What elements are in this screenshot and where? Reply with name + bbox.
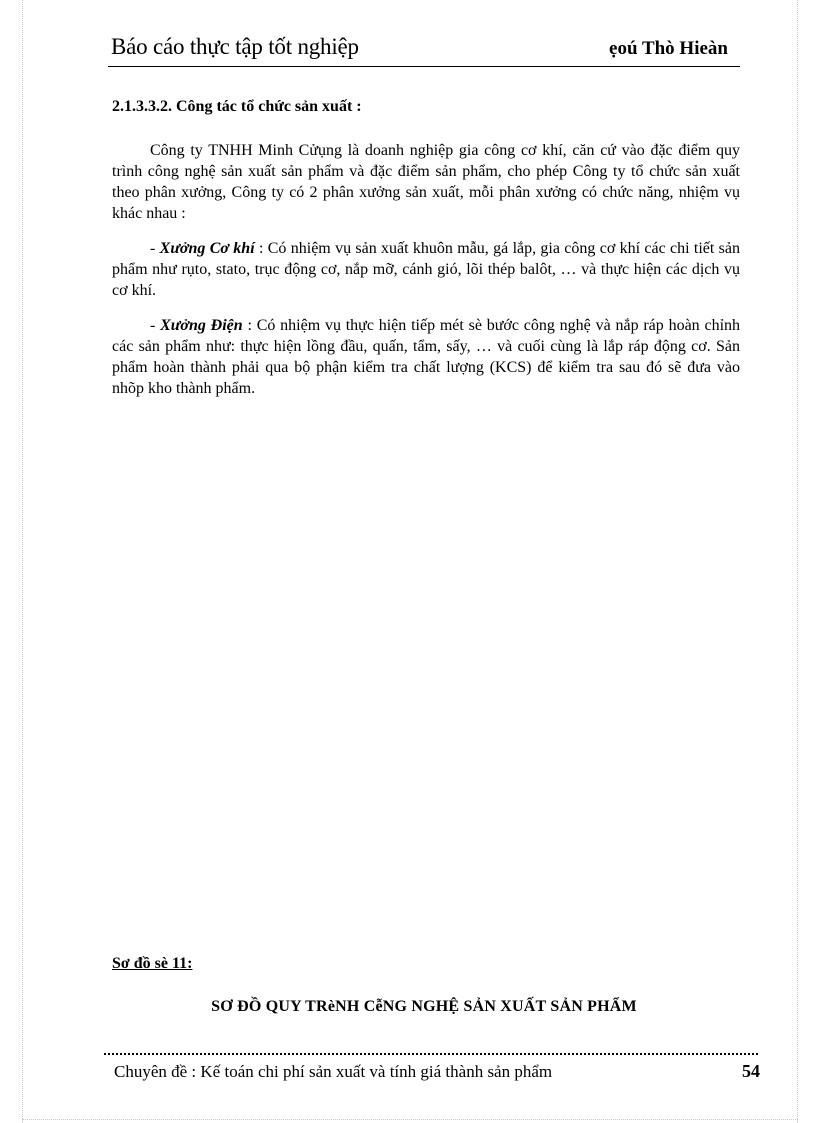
diagram-label: Sơ đồ sè 11: [112,955,193,972]
diagram-title: SƠ ĐỒ QUY TRèNH CễNG NGHỆ SẢN XUẤT SẢN PHẨM [211,998,637,1015]
footer-text: Chuyên đề : Kế toán chi phí sản xuất và tính giá thành sản phẩm [114,1062,553,1081]
item-prefix: - [150,317,161,334]
header-title: Báo cáo thực tập tốt nghiệp [111,34,359,59]
item-prefix: - [150,240,160,257]
footer-divider [104,1053,758,1055]
page-border-bottom [22,1119,798,1120]
workshop-electrical-name: Xưởng Điện [160,317,243,334]
page-header [108,30,740,67]
workshop-electrical-text: : Có nhiệm vụ thực hiện tiếp mét sè bước công nghệ và nắp ráp hoàn chỉnh các sản phẩm như: thực hiện lồng đầu, quấn, tẩm, sấy, … và cuối cùng là lắp ráp động cơ. Sản phẩm hoàn thành phải qua bộ phận kiểm tra chất lượng (KCS) để kiểm tra sau đó sẽ đưa vào nhõp kho thành phẩm. [112,317,741,397]
workshop-mechanical-name: Xưởng Cơ khí [159,240,255,257]
page-number: 54 [742,1061,760,1081]
workshop-mechanical-text: : Có nhiệm vụ sản xuất khuôn mẫu, gá lắp, gia công cơ khí các chi tiết sản phẩm như rụto, stato, trục động cơ, nắp mỡ, cánh gió, lõi thép balôt, … và thực hiện các dịch vụ cơ khí. [112,240,741,299]
section-body [112,140,740,413]
workshop-mechanical-paragraph [112,238,740,301]
workshop-electrical-paragraph [112,315,740,399]
header-author: ẹoú Thò Hieàn [609,38,728,59]
intro-paragraph: Công ty TNHH Minh Cửụng là doanh nghiệp gia công cơ khí, căn cứ vào đặc điểm quy trình công nghệ sản xuất sản phẩm và đặc điểm sản phẩm, cho phép Công ty tổ chức sản xuất theo phân xưởng, Công ty có 2 phân xưởng sản xuất, mỗi phân xưởng có chức năng, nhiệm vụ khác nhau : [112,142,740,222]
section-heading: 2.1.3.3.2. Công tác tổ chức sản xuất : [112,98,362,115]
